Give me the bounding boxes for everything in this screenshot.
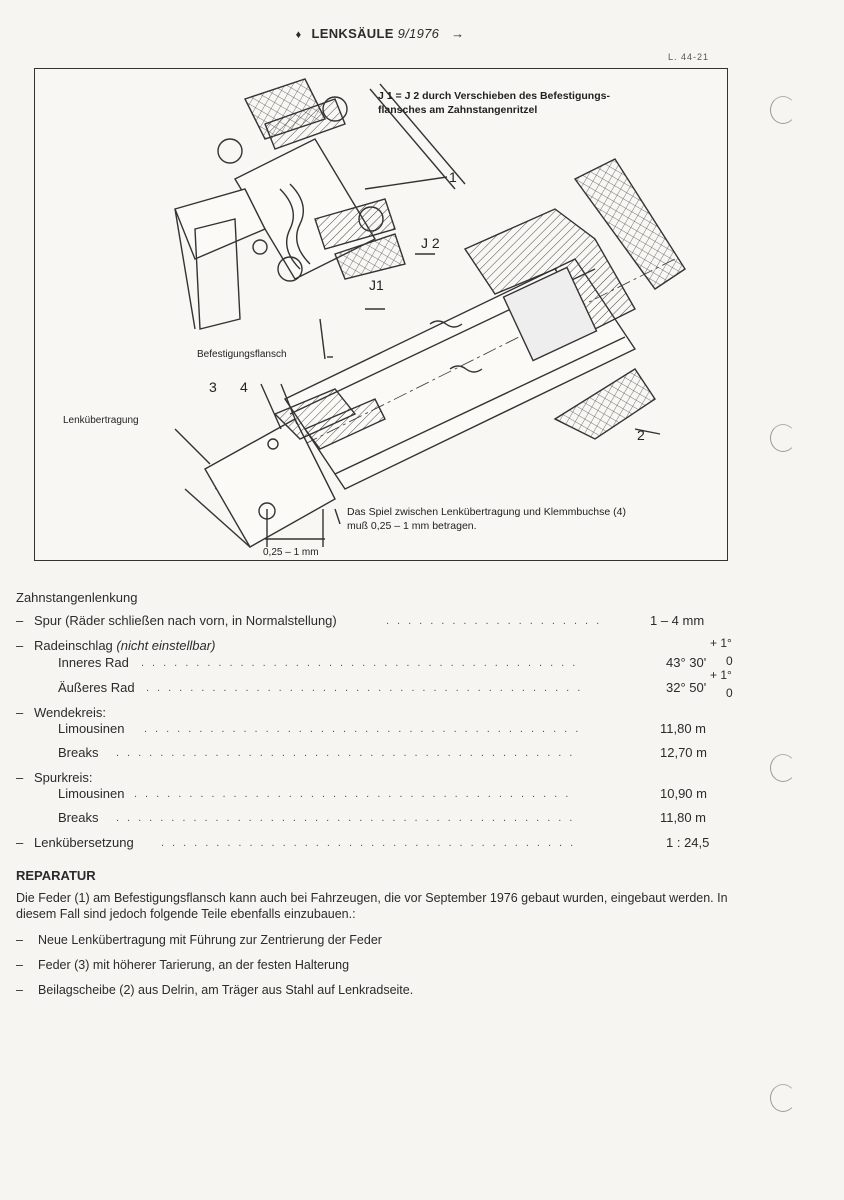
callout-2: 2	[637, 427, 645, 443]
callout-j1: J1	[369, 277, 384, 293]
spec-row-spurkreis-breaks	[16, 810, 736, 830]
page-title-text: LENKSÄULE	[311, 26, 394, 41]
page-title-year: 9/1976	[397, 26, 440, 41]
spec-value: 43° 30'	[666, 655, 707, 670]
tolerance-zero: 0	[726, 654, 733, 668]
dimension-label: 0,25 – 1 mm	[263, 547, 319, 558]
spec-row-aeusseres-rad	[16, 680, 736, 700]
spec-value: 11,80 m	[660, 810, 707, 825]
spec-label: Äußeres Rad	[58, 680, 135, 695]
spec-value: 1 : 24,5	[666, 835, 710, 850]
dot-leader: ....................	[386, 615, 608, 627]
dot-leader: ........................................	[146, 682, 589, 694]
spec-label: Spur (Räder schließen nach vorn, in Normalstellung)	[34, 613, 337, 628]
spec-value: 1 – 4 mm	[650, 613, 705, 628]
dot-leader: ........................................	[141, 657, 584, 669]
punch-hole-icon	[770, 96, 796, 124]
spec-row-spurkreis: – Spurkreis:	[16, 770, 93, 785]
spec-row-radeinschlag: – Radeinschlag (nicht einstellbar)	[16, 638, 216, 653]
spec-label: Lenkübersetzung	[34, 835, 134, 850]
spec-note: (nicht einstellbar)	[116, 638, 216, 653]
spec-label: Breaks	[58, 810, 99, 825]
repair-heading: REPARATUR	[16, 868, 96, 883]
reference-code: L. 44-21	[668, 52, 710, 62]
callout-3: 3	[209, 379, 217, 395]
punch-hole-icon	[770, 1084, 796, 1112]
tolerance-plus: + 1°	[710, 668, 732, 682]
dot-leader: ..........................................	[116, 747, 581, 759]
label-lenkuebertragung: Lenkübertragung	[63, 415, 139, 426]
spec-row-wendekreis: – Wendekreis:	[16, 705, 107, 720]
spec-label: Radeinschlag	[34, 638, 113, 653]
label-befestigungsflansch: Befestigungsflansch	[197, 349, 287, 360]
spec-label: Spurkreis:	[34, 770, 93, 785]
spec-row-wendekreis-breaks	[16, 745, 736, 765]
callout-4: 4	[240, 379, 248, 395]
spec-label: Limousinen	[58, 786, 125, 801]
spec-label: Inneres Rad	[58, 655, 129, 670]
figure-note-bottom: Das Spiel zwischen Lenkübertragung und Klemmbuchse (4) muß 0,25 – 1 mm betragen.	[347, 506, 626, 532]
spec-row-wendekreis-limousinen	[16, 721, 736, 741]
spec-row-spur: – Spur (Räder schließen nach vorn, in Normalstellung) .................... 1 – 4 mm	[16, 613, 736, 633]
diamond-icon: ♦	[295, 29, 302, 41]
dot-leader: ..........................................	[116, 812, 581, 824]
spec-value: 12,70 m	[660, 745, 707, 760]
arrow-right-icon: →	[451, 26, 465, 41]
page-title	[0, 26, 760, 41]
spec-label: Breaks	[58, 745, 99, 760]
technical-drawing	[34, 68, 728, 561]
dot-leader: ........................................	[134, 788, 577, 800]
dot-leader: ........................................	[144, 723, 587, 735]
steering-column-drawing	[35, 69, 727, 560]
spec-row-inneres-rad	[16, 655, 736, 675]
punch-hole-icon	[770, 424, 796, 452]
spec-row-spurkreis-limousinen	[16, 786, 736, 806]
punch-hole-icon	[770, 754, 796, 782]
repair-text: Die Feder (1) am Befestigungsflansch kann auch bei Fahrzeugen, die vor September 1976 gebaut wurden, eingebaut werden. In diesem Fall sind jedoch folgende Teile ebenfalls einzubauen.:	[16, 891, 728, 921]
spec-value: 10,90 m	[660, 786, 707, 801]
tolerance-zero: 0	[726, 686, 733, 700]
spec-label: Limousinen	[58, 721, 125, 736]
spec-value: 32° 50'	[666, 680, 707, 695]
figure-note-top: J 1 = J 2 durch Verschieben des Befestigungs- flansches am Zahnstangenritzel	[378, 90, 610, 116]
spec-row-lenkuebersetzung: – Lenkübersetzung ...................................... 1 : 24,5	[16, 835, 736, 855]
specs-heading: Zahnstangenlenkung	[16, 590, 138, 605]
dot-leader: ......................................	[161, 837, 582, 849]
tolerance-plus: + 1°	[710, 636, 732, 650]
spec-value: 11,80 m	[660, 721, 707, 736]
spec-label: Wendekreis:	[34, 705, 107, 720]
callout-j2: J 2	[421, 235, 440, 251]
callout-1: 1	[449, 169, 457, 185]
